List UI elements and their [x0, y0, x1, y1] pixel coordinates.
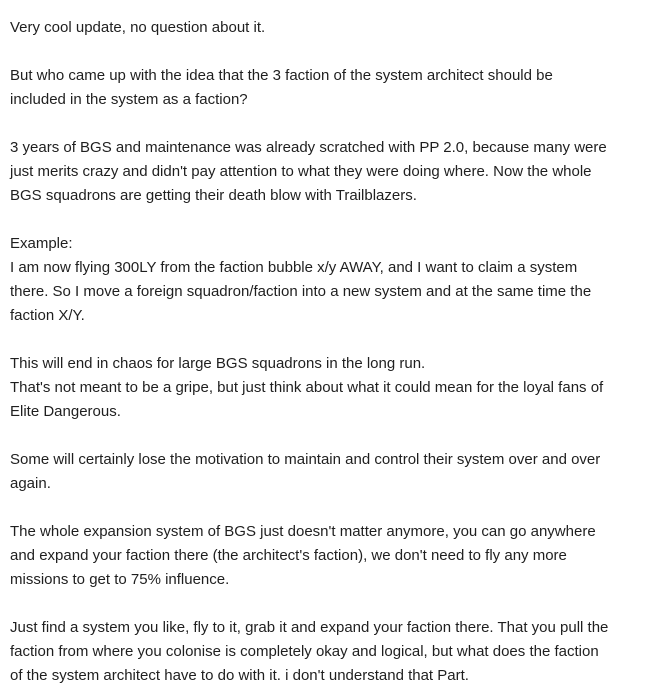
paragraph [10, 16, 652, 40]
text-line: included in the system as a faction? [10, 91, 248, 108]
paragraph [10, 64, 652, 112]
text-line: I am now flying 300LY from the faction bubble x/y AWAY, and I want to claim a system [10, 259, 578, 276]
paragraph [10, 232, 652, 328]
text-line: BGS squadrons are getting their death blow with Trailblazers. [10, 187, 417, 204]
text-line: But who came up with the idea that the 3 faction of the system architect should be [10, 67, 553, 84]
text-line: Very cool update, no question about it. [10, 19, 266, 36]
text-line: there. So I move a foreign squadron/faction into a new system and at the same time the [10, 283, 592, 300]
text-line: Some will certainly lose the motivation to maintain and control their system over and over [10, 451, 601, 468]
text-line: of the system architect have to do with it. i don't understand that Part. [10, 667, 469, 684]
paragraph [10, 520, 652, 592]
text-line: Just find a system you like, fly to it, grab it and expand your faction there. That you pull the [10, 619, 609, 636]
text-line: Elite Dangerous. [10, 403, 121, 420]
text-line: faction X/Y. [10, 307, 85, 324]
paragraph [10, 136, 652, 208]
paragraph [10, 616, 652, 688]
text-line: Example: [10, 235, 73, 252]
text-line: This will end in chaos for large BGS squadrons in the long run. [10, 355, 426, 372]
text-line: and expand your faction there (the architect's faction), we don't need to fly any more [10, 547, 567, 564]
text-line: just merits crazy and didn't pay attention to what they were doing where. Now the whole [10, 163, 592, 180]
text-line: 3 years of BGS and maintenance was already scratched with PP 2.0, because many were [10, 139, 607, 156]
text-line: faction from where you colonise is completely okay and logical, but what does the faction [10, 643, 599, 660]
paragraph [10, 352, 652, 424]
text-line: missions to get to 75% influence. [10, 571, 230, 588]
text-line: The whole expansion system of BGS just doesn't matter anymore, you can go anywhere [10, 523, 596, 540]
text-line: again. [10, 475, 51, 492]
paragraph [10, 448, 652, 496]
text-line: That's not meant to be a gripe, but just think about what it could mean for the loyal fans of [10, 379, 604, 396]
